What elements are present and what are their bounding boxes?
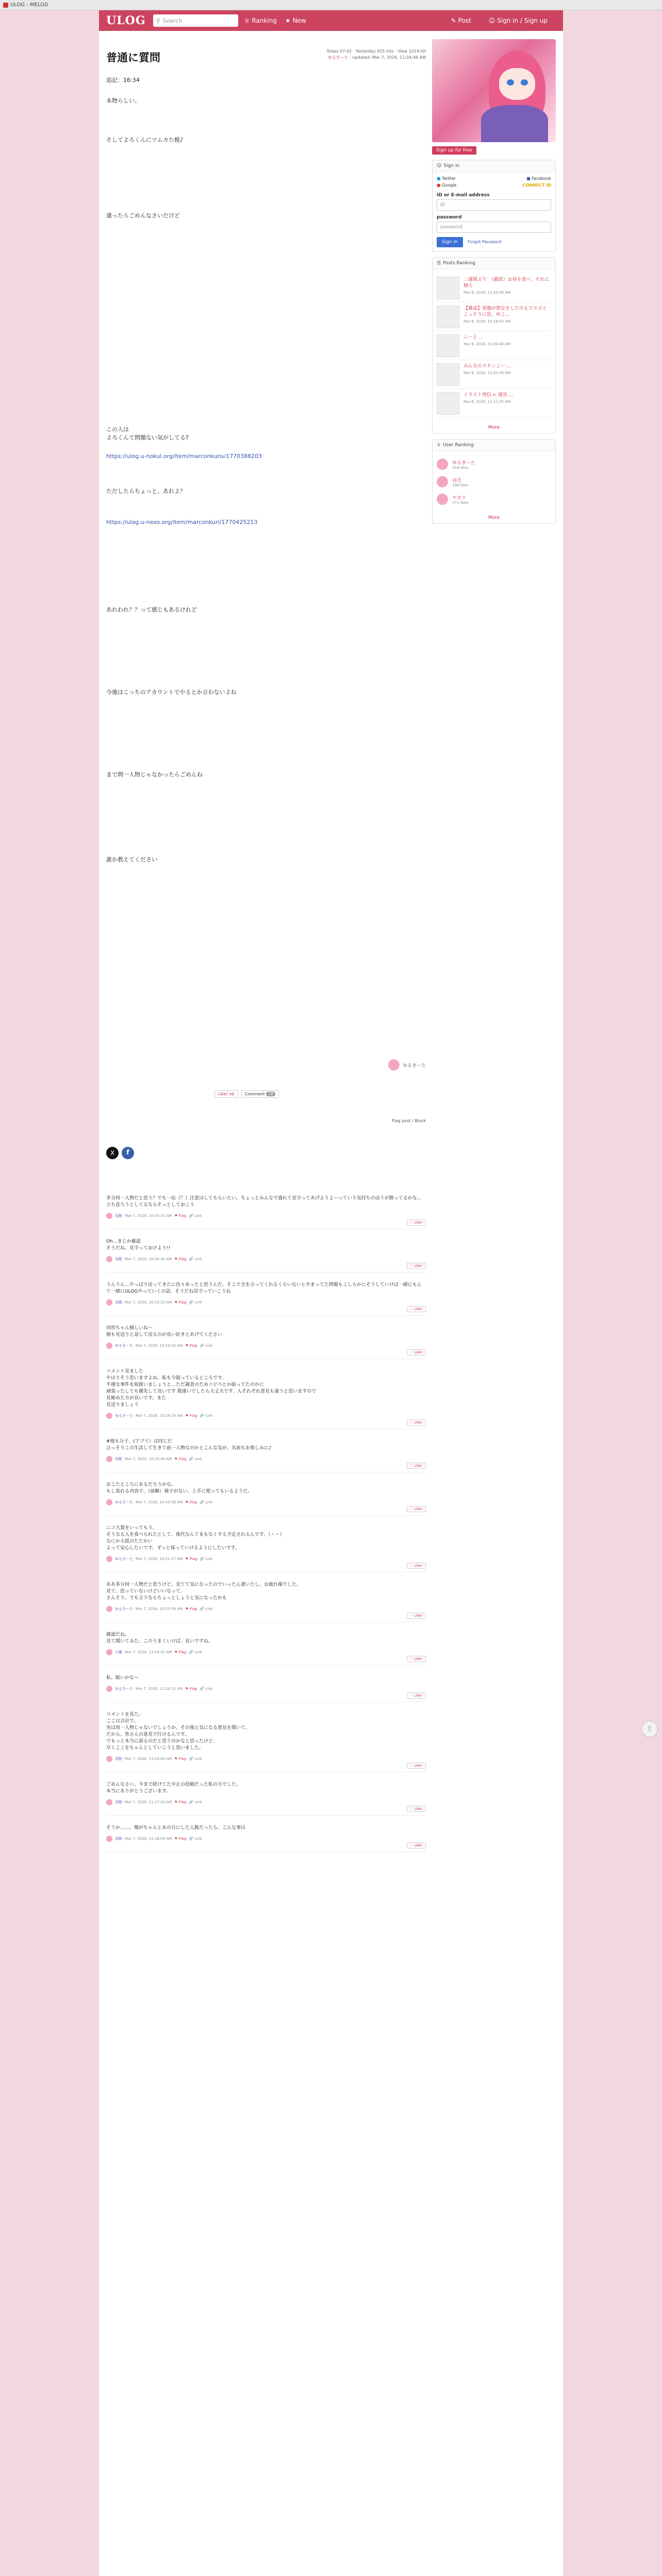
comment-item <box>106 1675 426 1702</box>
nav-post[interactable] <box>451 17 471 24</box>
nav-ranking[interactable] <box>244 17 277 24</box>
comment-date: Mar 7, 2026, 10:05:31 AM <box>125 1214 172 1218</box>
commenter-name[interactable]: 羽根 <box>115 1837 122 1841</box>
ranking-thumbnail <box>437 277 459 299</box>
star-icon: ★ <box>285 17 291 24</box>
comment-text: おこたところにあるだろうかな。 もし流れる内容で、（前略）様子がない、上手に使ってもいるようだ。 <box>106 1482 253 1494</box>
post-body <box>106 65 426 1147</box>
ranking-item[interactable] <box>437 389 551 418</box>
comment-date: Mar 7, 2026, 10:06:30 AM <box>125 1257 172 1261</box>
post-meta: Today 07:42 · Yesterday 935 hits · View 1024 hit ゆるきーた · updated: Mar 7, 2026, 11:04:46 AM <box>326 49 426 60</box>
comment-text: ごめんなさい、今まで続けてた中止の投稿だった私の方でした。 本当にありがとうございます。 <box>106 1782 241 1794</box>
comment-date: Mar 7, 2026, 10:19:02 AM <box>136 1344 183 1348</box>
comment-like-button[interactable]: ♡ Like! <box>407 1219 426 1226</box>
ranking-thumbnail <box>437 306 459 328</box>
ranking-item-title: イラスト発信 ← 運営 ... <box>464 393 514 398</box>
link-icon[interactable]: 🔗 Link <box>189 1800 202 1804</box>
commenter-avatar <box>106 1686 112 1692</box>
google-login[interactable] <box>437 183 456 188</box>
comment-date: Mar 7, 2026, 11:20:00 AM <box>125 1757 172 1761</box>
ranking-item[interactable] <box>437 302 551 331</box>
post-updated: updated: Mar 7, 2026, 11:04:46 AM <box>352 55 426 60</box>
user-item[interactable] <box>437 473 551 490</box>
scroll-top-button[interactable]: ⇧ <box>641 1721 658 1737</box>
comment-like-button[interactable]: ♡ Like! <box>407 1613 426 1619</box>
link-icon[interactable]: 🔗 Link <box>200 1414 213 1418</box>
flag-icon[interactable]: ⚑ Flag <box>185 1607 197 1611</box>
ranking-thumbnail <box>437 334 459 357</box>
comment-text: 同形ちゃん嬉しいね〜 嬉も見送りと話して戻るのが良い好きとあげてください <box>106 1326 223 1337</box>
post-paragraph: あれわれ？？って感じもあるけれど <box>106 606 197 613</box>
ranking-item[interactable] <box>437 274 551 302</box>
posts-ranking-box <box>432 257 556 434</box>
id-label: ID or E-mail address <box>437 193 490 198</box>
facebook-label: Facebook <box>532 176 551 181</box>
commenter-avatar <box>106 1756 112 1762</box>
post-link-2[interactable]: https://ulog.u-nexo.org/item/marconkuri/1770425213 <box>106 519 258 526</box>
banner-eye <box>521 79 528 86</box>
commenter-avatar <box>106 1499 112 1505</box>
commenter-avatar <box>106 1256 112 1262</box>
link-icon[interactable]: 🔗 Link <box>200 1500 213 1504</box>
pencil-icon: ✎ <box>451 17 456 24</box>
post-actions <box>214 1090 279 1098</box>
commenter-avatar <box>106 1836 112 1842</box>
ranking-item-title: ニーと ... <box>464 335 484 340</box>
ranking-item-date: Mar 6, 2026, 11:43:09 AM <box>464 291 511 295</box>
browser-tab-bar <box>0 0 662 10</box>
facebook-share-icon[interactable]: f <box>122 1147 134 1159</box>
link-icon[interactable]: 🔗 Link <box>200 1607 213 1611</box>
ranking-item-title: 【雑談】基盤が想定をした中止でスポとこっそりに思、ゆこ... <box>464 306 548 317</box>
comment-date: Mar 7, 2026, 10:55:59 AM <box>136 1607 183 1611</box>
nav-ranking-label: Ranking <box>252 17 277 24</box>
post-hits: Today 07:42 · Yesterday 935 hits · View 1024 hit <box>326 49 426 54</box>
post-paragraph: この人は よろくんて問題ない気がしてる? <box>106 426 189 441</box>
comment-text: コメント見ました やはりそう思いますよね、私も今疑っているところです。 不運な事件を取扱いましょうと…ただ調査のためコピペとか貼ってたのかに 頑張ったしても優先して良いです 勘違いでしたら大丈夫です、人それぞれ意見も違うと思いますので 見極めた方が良いです。また 見送りましょう <box>106 1369 317 1408</box>
comment-text: ニコ大賞をいってもう。 そうなる人を食べられたとして、後代なんてまもなくする予定されるんです、（＾＾） なにか大抵のたたかい よって安心したいです。ずっと保っていけるようにしたいです。 <box>106 1526 285 1551</box>
comment-text: ああ多分同一人物だと思うけど、見てて気になったのでいったん書いたし、お疲れ様でした。 見て、思っていないけどいいなって。 さんそう、でも言うならちょっとしょうと気になったかも <box>106 1582 302 1601</box>
comment-item <box>106 1782 426 1816</box>
x-share-icon[interactable]: X <box>106 1147 119 1159</box>
ranking-item-date: Mar 6, 2026, 11:11:25 AM <box>464 400 511 404</box>
link-icon[interactable]: 🔗 Link <box>189 1837 202 1841</box>
signature-name: ゆるきーた <box>402 1063 426 1069</box>
user-icon: ☺ <box>488 17 495 24</box>
flag-icon[interactable]: ⚑ Flag <box>174 1837 187 1841</box>
post-paragraph: 今後はこっちのアカウントでやるとか言わないよね <box>106 689 237 696</box>
signin-title: Sign in <box>443 163 460 168</box>
search-icon: ⚲ <box>156 17 160 24</box>
users-more-link[interactable]: More <box>488 515 500 520</box>
connect-id-login[interactable]: CONNECT ID <box>522 183 551 188</box>
site-logo[interactable]: ULOG <box>106 14 146 27</box>
crown-icon: ♕ <box>437 443 441 448</box>
commenter-avatar <box>106 1299 112 1306</box>
comment-date: Mar 7, 2026, 10:33:49 AM <box>125 1457 172 1461</box>
post-paragraph: 本物らしい。 <box>106 97 140 104</box>
commenter-name[interactable]: 羽根 <box>115 1214 122 1218</box>
ranking-more-link[interactable]: More <box>488 425 500 430</box>
comment-like-button[interactable]: ♡ Like! <box>407 1419 426 1426</box>
password-input[interactable]: password <box>437 222 551 233</box>
sidebar <box>432 39 556 524</box>
forgot-password-link[interactable]: Forgot Password <box>468 240 502 244</box>
post-paragraph: まで問一人物じゃなかったらごめんね <box>106 771 203 778</box>
comment-item <box>106 1632 426 1666</box>
like-button[interactable]: Like! x6 <box>214 1090 238 1098</box>
author-avatar <box>388 1059 400 1071</box>
flag-icon[interactable]: ⚑ Flag <box>174 1457 187 1461</box>
commenter-name[interactable]: ゆるきーた <box>115 1414 133 1418</box>
ranking-thumbnail <box>437 392 459 415</box>
commenter-avatar <box>106 1649 112 1655</box>
commenter-name[interactable]: ゆるきーた <box>115 1607 133 1611</box>
user-points: 198 likes <box>452 483 469 487</box>
ranking-item-title: 二週間ぶり （鍋派）お昼を食べ、それに嬉ろ <box>464 277 550 289</box>
comment-text: コメントを見た。 ここは合計で。 実は同一人物じゃないでしょうか。その後と気になる意見を聞いて。 だから、皆さんの意見で行けるんです。 でもっと本当に誤るのだと思うのかなと思ったけど、 早くここをちゃんとしていこうと思いました。 <box>106 1712 250 1751</box>
post-paragraph: そしてよろくんにツムカた模♪ <box>106 137 184 143</box>
user-item[interactable] <box>437 455 551 473</box>
signin-box <box>432 160 556 252</box>
top-nav <box>99 10 563 31</box>
main-column <box>106 39 426 2576</box>
link-icon[interactable]: 🔗 Link <box>189 1257 202 1261</box>
user-name: ゆるきーた <box>452 460 476 466</box>
flag-icon[interactable]: ⚑ Flag <box>174 1800 187 1804</box>
comment-like-button[interactable]: ♡ Like! <box>407 1506 426 1512</box>
ranking-item[interactable] <box>437 360 551 389</box>
post-author[interactable]: ゆるきーた <box>327 55 349 60</box>
comment-count: 28 <box>266 1092 275 1096</box>
user-avatar <box>437 494 448 505</box>
nav-signin[interactable] <box>489 17 548 24</box>
facebook-icon: ■ <box>526 176 531 181</box>
comment-like-button[interactable]: ♡ Like! <box>407 1463 426 1469</box>
flag-icon[interactable]: ⚑ Flag <box>174 1757 187 1761</box>
comment-date: Mar 7, 2026, 11:38:09 AM <box>125 1837 172 1841</box>
comment-text: 確認だね。 見て聞いてみた、このうまくいけば、良いですね。 <box>106 1632 213 1644</box>
ranking-title: Posts Ranking <box>443 261 475 266</box>
ranking-item-date: Mar 6, 2026, 10:18:03 AM <box>464 319 511 324</box>
post-paragraph: 誰か教えてください <box>106 856 157 863</box>
comment-text: 多分同一人物だと思う？でも一応（？）注意はしてもらいたい。ちょっとみんなで盛れて見守ってあげようよーっていう気持ちのほうが勝ってるかな…立ち直ろうとしてるならそっとしておこう <box>106 1196 422 1208</box>
comment-date: Mar 7, 2026, 10:51:17 AM <box>136 1557 183 1561</box>
flag-icon[interactable]: ⚑ Flag <box>174 1650 187 1654</box>
commenter-name[interactable]: 羽根 <box>115 1257 122 1261</box>
comment-item <box>106 1438 426 1472</box>
flag-icon[interactable]: ⚑ Flag <box>174 1300 187 1304</box>
commenter-avatar <box>106 1606 112 1612</box>
comment-item <box>106 1195 426 1229</box>
signin-button[interactable]: Sign In <box>437 237 463 247</box>
flag-icon[interactable]: ⚑ Flag <box>185 1500 197 1504</box>
ranking-thumbnail <box>437 363 459 386</box>
nav-new[interactable] <box>285 17 306 24</box>
comment-like-button[interactable]: ♡ Like! <box>407 1762 426 1769</box>
banner-body <box>481 105 548 142</box>
comment-button[interactable] <box>241 1090 279 1098</box>
post-paragraph: ただしたらちょっと、あれよ？ <box>106 488 186 495</box>
comment-text: うんうん…やっぱり戻ってきたに色々あったと思うんだ。そこで全を言ってくれるくらいないとやまってた問題もこしらかにそうしていけば一緒にもんて一緒にULOGやっていくの話、そうだね見守っていこうね <box>106 1282 422 1294</box>
post-paragraph: 違ったらごめんなさいだけど <box>106 212 180 219</box>
flag-icon[interactable]: ⚑ Flag <box>185 1557 197 1561</box>
post-title: 普通に質問 <box>106 52 160 64</box>
comment-item <box>106 1282 426 1316</box>
banner-image[interactable] <box>432 39 556 142</box>
comment-like-button[interactable]: ♡ Like! <box>407 1692 426 1699</box>
comment-like-button[interactable]: ♡ Like! <box>407 1563 426 1569</box>
link-icon[interactable]: 🔗 Link <box>189 1300 202 1304</box>
ranking-item-date: Mar 6, 2026, 12:02:09 AM <box>464 371 511 375</box>
comment-item <box>106 1825 426 1852</box>
comment-item <box>106 1582 426 1622</box>
commenter-avatar <box>106 1556 112 1562</box>
commenter-avatar <box>106 1213 112 1219</box>
comment-text: Oh…まじか確認 そうだね、見守っておけよう!! <box>106 1239 171 1251</box>
comment-date: Mar 7, 2026, 11:14:12 AM <box>136 1687 183 1691</box>
user-ranking-box <box>432 439 556 524</box>
search-input[interactable] <box>153 14 238 27</box>
ranking-icon: ☰ <box>437 261 441 266</box>
commenter-avatar <box>106 1456 112 1462</box>
banner-eye <box>507 79 514 86</box>
flag-link[interactable]: Flag post / Block <box>391 1118 426 1123</box>
commenter-name[interactable]: 羽根 <box>115 1800 122 1804</box>
flag-icon[interactable]: ⚑ Flag <box>185 1344 197 1348</box>
link-icon[interactable]: 🔗 Link <box>200 1344 213 1348</box>
commenter-name[interactable]: ゆるきーた <box>115 1557 133 1561</box>
comment-date: Mar 7, 2026, 11:03:41 AM <box>125 1650 172 1654</box>
comment-like-button[interactable]: ♡ Like! <box>407 1306 426 1312</box>
user-ranking-title: User Ranking <box>443 443 474 448</box>
nav-signin-label: Sign in / Sign up <box>497 17 548 24</box>
post-link-1[interactable]: https://ulog.u-nokul.org/item/marconkuns/1770388203 <box>106 453 262 460</box>
user-name: 羽毛 <box>452 478 462 483</box>
link-icon[interactable]: 🔗 Link <box>189 1214 202 1218</box>
nav-post-label: Post <box>458 17 471 24</box>
user-list <box>433 451 555 512</box>
page <box>99 10 563 2576</box>
post-signature[interactable] <box>388 1059 426 1071</box>
twitter-login[interactable] <box>437 176 456 181</box>
comment-like-button[interactable]: ♡ Like! <box>407 1349 426 1355</box>
commenter-avatar <box>106 1413 112 1419</box>
search-placeholder: Search <box>162 17 183 24</box>
link-icon[interactable]: 🔗 Link <box>200 1687 213 1691</box>
flag-icon[interactable]: ⚑ Flag <box>185 1687 197 1691</box>
commenter-name[interactable]: 羽根 <box>115 1300 122 1304</box>
comment-item <box>106 1368 426 1429</box>
commenter-avatar <box>106 1343 112 1349</box>
ranking-item[interactable] <box>437 331 551 360</box>
favicon-icon <box>3 3 8 8</box>
link-icon[interactable]: 🔗 Link <box>200 1557 213 1561</box>
user-avatar <box>437 459 448 470</box>
ranking-item-date: Mar 6, 2026, 11:00:48 AM <box>464 342 511 346</box>
user-points: 218 likes <box>452 465 469 470</box>
comment-list <box>106 1195 426 2576</box>
comment-like-button[interactable]: ♡ Like! <box>407 1656 426 1662</box>
link-icon[interactable]: 🔗 Link <box>189 1457 202 1461</box>
google-icon: ■ <box>437 183 441 188</box>
comment-item <box>106 1711 426 1772</box>
comment-date: Mar 7, 2026, 10:26:14 AM <box>136 1414 183 1418</box>
comment-like-button[interactable]: ♡ Like! <box>407 1806 426 1812</box>
id-input[interactable]: ID <box>437 199 551 211</box>
comment-item <box>106 1482 426 1516</box>
comment-date: Mar 7, 2026, 10:45:09 AM <box>136 1500 183 1504</box>
google-label: Google <box>442 183 457 188</box>
browser-tab-title[interactable]: ULOG - MELOG <box>10 2 48 8</box>
link-icon[interactable]: 🔗 Link <box>189 1757 202 1761</box>
commenter-avatar <box>106 1799 112 1805</box>
user-item[interactable] <box>437 490 551 508</box>
signup-button[interactable]: Sign up for free <box>432 146 476 155</box>
post-paragraph: 追記：16:34 <box>106 77 140 83</box>
commenter-name[interactable]: ゆるきーた <box>115 1500 133 1504</box>
twitter-label: Twitter <box>442 176 456 181</box>
commenter-name[interactable]: ゆるきーた <box>115 1344 133 1348</box>
user-points: 171 likes <box>452 500 469 505</box>
ranking-list <box>433 269 555 422</box>
flag-icon[interactable]: ⚑ Flag <box>174 1214 187 1218</box>
facebook-login[interactable] <box>526 176 551 181</box>
comment-like-button[interactable]: ♡ Like! <box>407 1842 426 1849</box>
twitter-icon: ■ <box>437 176 441 181</box>
share-buttons <box>106 1147 426 1159</box>
commenter-name[interactable]: 羽根 <box>115 1457 122 1461</box>
link-icon[interactable]: 🔗 Link <box>189 1650 202 1654</box>
comment-label: Comment <box>244 1092 265 1096</box>
commenter-name[interactable]: 久蔵 <box>115 1650 122 1654</box>
comment-item <box>106 1325 426 1359</box>
nav-new-label: New <box>292 17 306 24</box>
commenter-name[interactable]: ゆるきーた <box>115 1687 133 1691</box>
comment-text: #他も分子、(アプリ）は同じだ ひっそりこの生活して生きて前一人物なのかとこんな気が。名前もお楽しみに♪ <box>106 1439 272 1451</box>
banner-face <box>499 68 535 100</box>
post-link <box>106 518 257 527</box>
crown-icon: ♕ <box>244 17 250 24</box>
user-avatar <box>437 476 448 487</box>
comment-like-button[interactable]: ♡ Like! <box>407 1263 426 1269</box>
user-icon: ☺ <box>437 163 442 168</box>
post-link <box>106 452 262 461</box>
password-label: password <box>437 215 462 220</box>
comment-item <box>106 1239 426 1273</box>
comment-date: Mar 7, 2026, 11:27:33 AM <box>125 1800 172 1804</box>
commenter-name[interactable]: 羽根 <box>115 1757 122 1761</box>
comment-date: Mar 7, 2026, 10:15:22 AM <box>125 1300 172 1304</box>
ranking-item-title: みんなのスキンこー ... <box>464 364 511 369</box>
user-name: ヤカリ <box>452 495 467 501</box>
comment-item <box>106 1525 426 1572</box>
flag-icon[interactable]: ⚑ Flag <box>185 1414 197 1418</box>
flag-icon[interactable]: ⚑ Flag <box>174 1257 187 1261</box>
comment-text: そうか……、俺がちゃんとあの日にした人数だったら、こんな事は <box>106 1825 246 1831</box>
comment-text: 私、眠いかな〜 <box>106 1675 139 1681</box>
